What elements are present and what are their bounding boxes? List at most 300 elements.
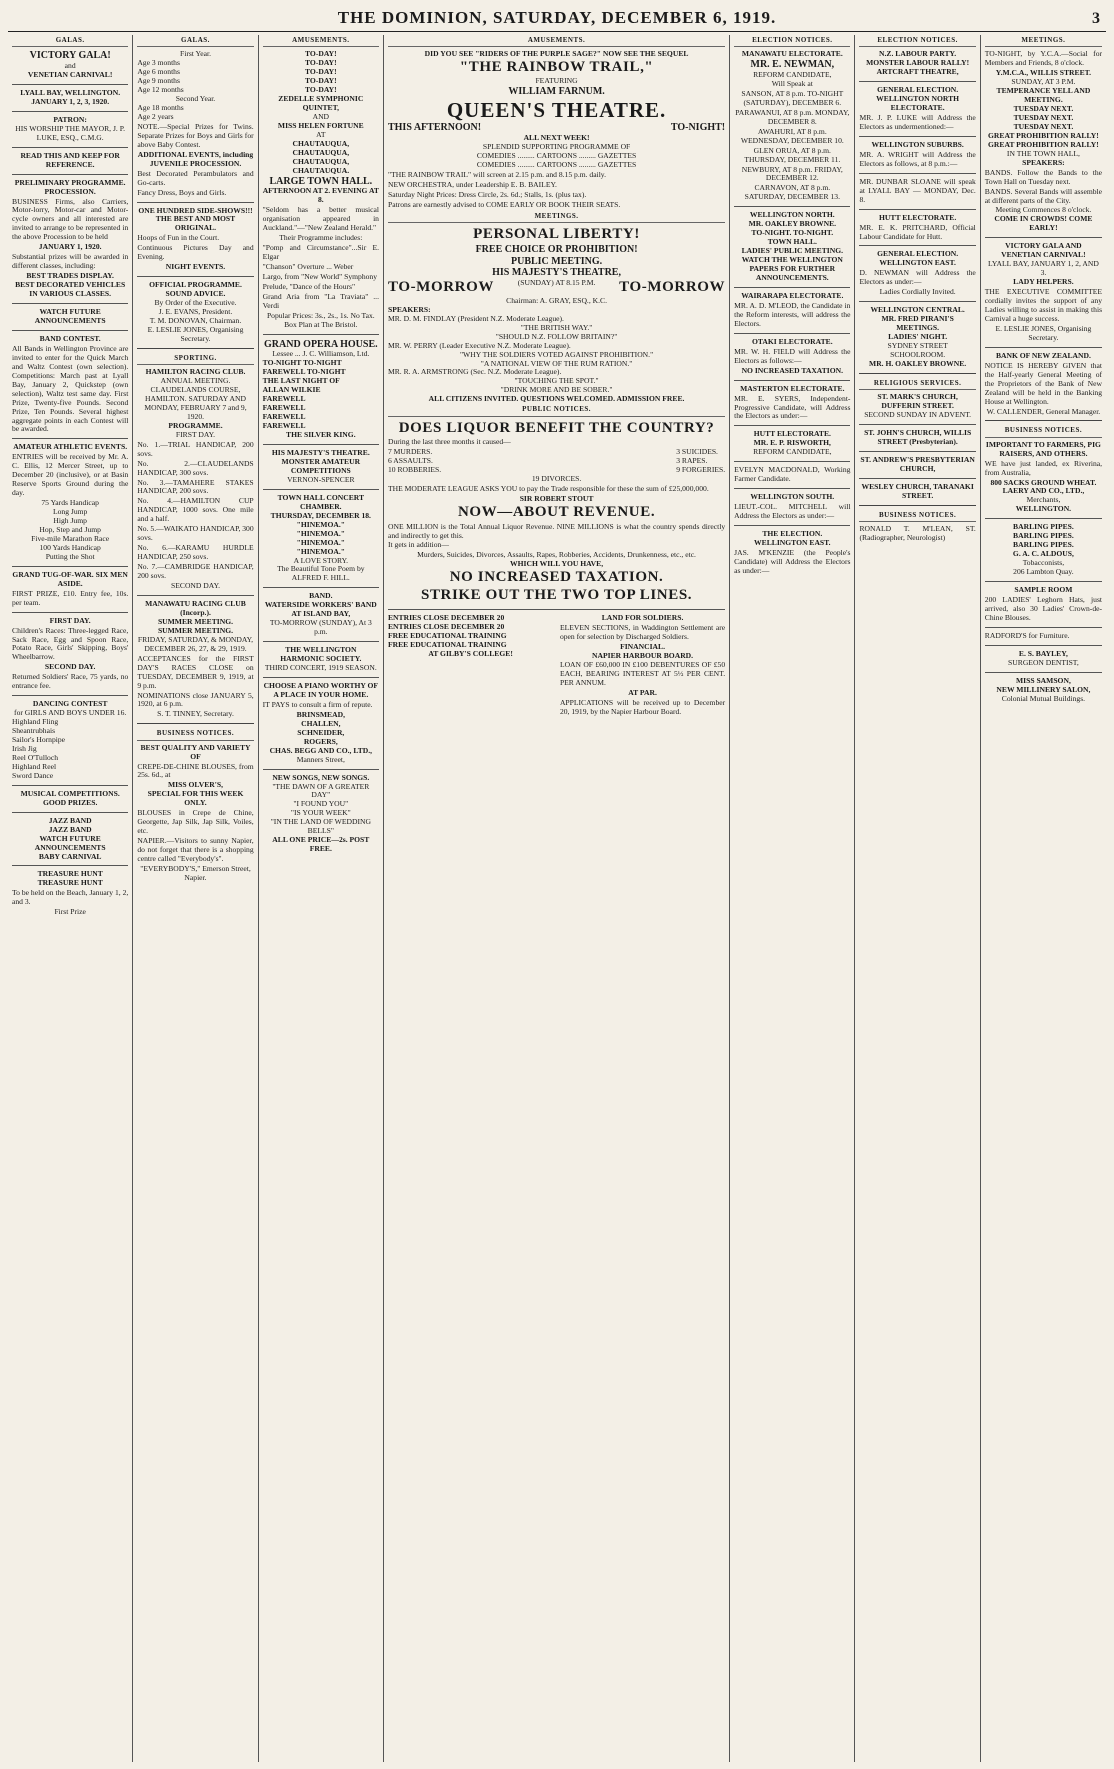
land-soldiers: LAND FOR SOLDIERS.	[601, 612, 684, 622]
section-header: BUSINESS NOTICES.	[137, 728, 253, 740]
will-speak: Will Speak at	[771, 78, 813, 88]
executive: THE EXECUTIVE COMMITTEE cordially invites the support of any Ladies willing to assist in making this Carnival a huge success.	[984, 287, 1103, 323]
did-you-see: DID YOU SEE "RIDERS OF THE PURPLE SAGE?" NOW SEE THE SEQUEL	[424, 49, 689, 59]
speakers: SPEAKERS:	[387, 304, 431, 314]
at: AT	[316, 129, 326, 139]
read-this: READ THIS AND KEEP FOR REFERENCE.	[20, 150, 120, 169]
large-hall: LARGE TOWN HALL.	[269, 175, 373, 187]
watch-announcements: WATCH FUTURE ANNOUNCEMENTS	[34, 307, 106, 325]
column-header: ELECTION NOTICES.	[859, 35, 975, 47]
harmonic-society: THE WELLINGTON HARMONIC SOCIETY.	[280, 645, 362, 664]
tonight-social: TO-NIGHT, by Y.C.A.—Social for Members and Friends, 8 o'clock.	[984, 49, 1103, 68]
lambton: 206 Lambton Quay.	[1013, 567, 1074, 577]
special: SPECIAL FOR THIS WEEK ONLY.	[147, 789, 244, 808]
procession-heading: PROCESSION.	[44, 186, 96, 196]
wn-suburbs: WELLINGTON SUBURBS.	[871, 139, 964, 149]
tobacconists: Tobacconists,	[1022, 558, 1065, 568]
event-item: 100 Yards Handicap	[39, 542, 101, 552]
prize-line: First Year.	[179, 49, 211, 59]
patron: HIS WORSHIP THE MAYOR, J. P. LUKE, ESQ., C.M.G.	[15, 123, 126, 142]
lower-split	[388, 614, 725, 718]
farewell-line: ALLAN WILKIE	[262, 385, 321, 395]
tomorrow-right: TO-MORROW	[619, 279, 726, 296]
amateur-events: AMATEUR ATHLETIC EVENTS.	[13, 442, 128, 452]
great-rally: GREAT PROHIBITION RALLY!	[987, 139, 1099, 149]
at-par: AT PAR.	[628, 688, 657, 698]
and: AND	[312, 111, 330, 121]
crimes: Murders, Suicides, Divorces, Assaults, Rapes, Robberies, Accidents, Drunkenness, etc., etc.	[417, 550, 696, 560]
column-header: ELECTION NOTICES.	[734, 35, 850, 47]
dances-list	[12, 718, 128, 781]
event-item: Five-mile Marathon Race	[31, 533, 110, 543]
no-increased: NO INCREASED TAXATION.	[741, 365, 844, 375]
town-hall-concert: TOWN HALL CONCERT CHAMBER.	[277, 492, 365, 511]
now-revenue: NOW—ABOUT REVENUE.	[457, 503, 656, 520]
song: "IS YOUR WEEK"	[290, 808, 351, 818]
programme-item: Prelude, "Dance of the Hours"	[262, 281, 356, 291]
everybodys: "EVERYBODY'S," Emerson Street, Napier.	[140, 864, 251, 882]
public-meeting: PUBLIC MEETING.	[511, 255, 603, 267]
column-election-2	[855, 35, 980, 1762]
great-rally: GREAT PROHIBITION RALLY!	[987, 130, 1099, 140]
farewell-line: FAREWELL	[262, 421, 306, 431]
comedies: COMEDIES ......... CARTOONS ......... GAZETTES	[476, 160, 637, 170]
section-header: BUSINESS NOTICES.	[859, 510, 975, 522]
gala-and: and	[64, 61, 76, 71]
song: "I FOUND YOU"	[293, 799, 349, 809]
prize-line: Age 18 months	[137, 102, 184, 112]
surgeon-dentist: SURGEON DENTIST,	[1008, 657, 1079, 667]
bayley: E. S. BAYLEY,	[1018, 648, 1068, 658]
stat: 6 ASSAULTS.	[387, 456, 433, 466]
mclean: RONALD T. M'LEAN, ST. (Radiographer, Neurologist)	[859, 523, 976, 542]
laery: LAERY AND CO., LTD.,	[1002, 486, 1085, 496]
manawatu-racing: MANAWATU RACING CLUB (Incorp.).	[145, 598, 246, 617]
stat: 19 DIVORCES.	[531, 474, 582, 484]
aldous: G. A. C. ALDOUS,	[1012, 549, 1074, 559]
meeting-list	[734, 90, 850, 202]
meeting-item: PARAWANUI, AT 8 p.m. MONDAY, DECEMBER 8.	[735, 107, 850, 126]
dance-item: Sword Dance	[12, 770, 54, 780]
it-pays: IT PAYS to consult a firm of repute.	[262, 699, 373, 709]
event-item: Long Jump	[52, 507, 88, 517]
comedies: COMEDIES ......... CARTOONS ......... GAZETTES	[476, 151, 637, 161]
programme-item: Largo, from "New World" Symphony	[262, 271, 378, 281]
dancing-sub: for GIRLS AND BOYS UNDER 16.	[14, 708, 127, 718]
speaker-line: "SHOULD N.Z. FOLLOW BRITAIN?"	[495, 331, 618, 341]
column-header: GALAS.	[12, 35, 128, 47]
race-list	[137, 441, 253, 581]
brand: BRINSMEAD,	[296, 709, 345, 719]
first-day: FIRST DAY.	[49, 615, 91, 625]
section-header: BUSINESS NOTICES.	[985, 425, 1102, 437]
afternoon-evening: AFTERNOON AT 2. EVENING AT 8.	[262, 186, 379, 205]
lady-helpers: LADY HELPERS.	[1013, 277, 1074, 287]
lessee: Lessee ... J. C. Williamson, Ltd.	[272, 349, 370, 359]
does-liquor: DOES LIQUOR BENEFIT THE COUNTRY?	[398, 419, 715, 436]
landed: WE have just landed, ex Riverina, from Australia,	[984, 458, 1103, 477]
stats-left	[388, 448, 441, 475]
farewell-line: FAREWELL	[262, 412, 306, 422]
chautauqua-line: CHAUTAUQUA.	[292, 165, 350, 175]
land-ad	[560, 614, 725, 718]
programme: PROGRAMME.	[168, 420, 223, 430]
race-item: No. 3.—TAMAHERE STAKES HANDICAP, 200 sovs.	[137, 477, 254, 496]
masterton: MASTERTON ELECTORATE.	[740, 383, 845, 393]
chautauqua-line: CHAUTAUQUA,	[292, 138, 350, 148]
zedelle: ZEDELLE SYMPHONIC QUINTET,	[278, 94, 364, 112]
orchestra: NEW ORCHESTRA, under Leadership E. B. BAILEY.	[387, 179, 557, 189]
column-header: AMUSEMENTS.	[263, 35, 379, 47]
newman: MR. E. NEWMAN,	[750, 59, 835, 71]
mcleod: MR. A. D. M'LEOD, the Candidate in the Reform interests, will address the Electors.	[734, 300, 851, 328]
best-decorated: BEST DECORATED VEHICLES IN VARIOUS CLASSES.	[15, 280, 126, 299]
farewell-line: TO-NIGHT TO-NIGHT	[262, 358, 342, 368]
today-line: TO-DAY!	[304, 58, 337, 68]
seldom: "Seldom has a better musical organisation appeared in Auckland."—"New Zealand Herald."	[262, 205, 379, 233]
dance-item: Sailor's Hornpipe	[12, 735, 66, 745]
all-next-week: ALL NEXT WEEK!	[523, 133, 590, 143]
band: BAND.	[309, 591, 333, 601]
eleven-sections: ELEVEN SECTIONS, in Waddington Settlement are open for selection by Discharged Soldiers.	[559, 622, 726, 641]
continuous-pictures: Continuous Pictures Day and Evening.	[137, 243, 254, 262]
field: MR. W. H. FIELD will Address the Electors as follows:—	[734, 346, 851, 365]
gilbys-ad	[388, 614, 553, 718]
tuesday-line: TUESDAY NEXT.	[1013, 103, 1074, 113]
event-item: Hop, Step and Jump	[39, 524, 101, 534]
tonight: TO-NIGHT. TO-NIGHT.	[751, 228, 834, 238]
farewell-line: FAREWELL	[262, 394, 306, 404]
hinemoa-line: "HINEMOA."	[296, 519, 345, 529]
watch-announcements-2: WATCH FUTURE ANNOUNCEMENTS	[34, 833, 106, 852]
hinemoa-lines	[263, 521, 379, 557]
choose-piano: CHOOSE A PIANO WORTHY OF A PLACE IN YOUR HOME.	[263, 680, 379, 699]
today-line: TO-DAY!	[304, 67, 337, 77]
colonial: Colonial Mutual Buildings.	[1001, 693, 1086, 703]
race-item: No. 6.—KARAMU HURDLE HANDICAP, 250 sovs.	[137, 543, 254, 562]
leghorn-hats: 200 LADIES' Leghorn Hats, just arrived, also 30 Ladies' Crown-de-Chine Blouses.	[984, 595, 1103, 622]
prize-line: Age 9 months	[137, 76, 180, 86]
st-andrews: ST. ANDREW'S PRESBYTERIAN CHURCH,	[860, 454, 975, 473]
entries-line: ENTRIES CLOSE DECEMBER 20	[387, 612, 505, 622]
stat: 10 ROBBERIES.	[387, 465, 442, 475]
ladies-night: LADIES' NIGHT.	[888, 332, 948, 342]
crepe-blouses: CREPE-DE-CHINE BLOUSES, from 25s. 6d., at	[137, 761, 254, 780]
hoops: Hoops of Fun in the Court.	[137, 233, 220, 243]
side-shows: ONE HUNDRED SIDE-SHOWS!!!	[138, 205, 253, 215]
patron-heading: PATRON:	[53, 114, 87, 124]
prices: Saturday Night Prices: Dress Circle, 2s. 6d.; Stalls, 1s. (plus tax).	[387, 189, 587, 199]
twins-note: NOTE.—Special Prizes for Twins. Separate Prizes for Boys and Girls for above Baby Contest.	[137, 121, 254, 149]
song: "IN THE LAND OF WEDDING BELLS"	[270, 817, 371, 836]
speaker-list	[388, 315, 725, 396]
speaker-line: MR. R. A. ARMSTRONG (Sec. N.Z. Moderate League).	[387, 367, 562, 377]
entries-line: FREE EDUCATIONAL TRAINING	[387, 630, 507, 640]
annual-meeting: ANNUAL MEETING.	[160, 376, 231, 386]
column-header: AMUSEMENTS.	[388, 35, 725, 47]
barling-lines	[985, 523, 1102, 550]
last-three: During the last three months it caused—	[387, 437, 511, 447]
merchants: Merchants,	[1026, 495, 1061, 505]
event-item: 75 Yards Handicap	[41, 498, 99, 508]
napier-harbour: NAPIER HARBOUR BOARD.	[592, 650, 694, 660]
labour-party: N.Z. LABOUR PARTY.	[879, 49, 957, 59]
treasure-hunt: TREASURE HUNT	[37, 869, 103, 879]
official-programme: OFFICIAL PROGRAMME.	[149, 280, 242, 290]
bands-text: All Bands in Wellington Province are invited to enter for the Quick March and Waltz Contest (own selection). Competitions: March past at Lyall Bay, January 2, Quickstep (own selection), Waltz test same day. First Prize, Twenty-five Pounds. Second Prize, Ten Pounds. Several highest aggregate points in each Contest will be awarded.	[12, 343, 129, 434]
section-header: SPORTING.	[137, 353, 253, 365]
love-story: A LOVE STORY.	[293, 555, 348, 565]
chas-begg: CHAS. BEGG AND CO., LTD.,	[269, 745, 373, 755]
column-amusements-1	[259, 35, 384, 1762]
wheat: 800 SACKS GROUND WHEAT.	[990, 477, 1097, 487]
pritchard: MR. E. K. PRITCHARD, Official Labour Candidate for Hutt.	[859, 222, 976, 241]
st-johns: ST. JOHN'S CHURCH, WILLIS STREET (Presbyterian).	[864, 428, 972, 446]
programme-includes: Their Programme includes:	[279, 233, 363, 243]
waterside: WATERSIDE WORKERS' BAND AT ISLAND BAY,	[264, 600, 377, 619]
page-number: 3	[1092, 10, 1100, 27]
dance-item: Highland Reel	[12, 761, 57, 771]
column-galas-1	[8, 35, 133, 1762]
procession-text: BUSINESS Firms, also Carriers, Motor-lorry, Motor-car and Motor-cycle owners and all interested are invited to arrange to be represented in the above Procession to be held	[12, 196, 129, 242]
programme-item: "Pomp and Circumstance"...Sir E. Elgar	[262, 243, 379, 262]
gala-subtitle: VENETIAN CARNIVAL!	[27, 70, 113, 79]
entries-line: ENTRIES CLOSE DECEMBER 20	[387, 621, 505, 631]
event-item: Putting the Shot	[45, 551, 95, 561]
signatory: J. E. EVANS, President.	[158, 307, 233, 317]
syers: MR. E. SYERS, Independent-Progressive Candidate, will Address the Electors as under:—	[734, 393, 851, 421]
no-increased-taxation: NO INCREASED TAXATION.	[449, 569, 664, 586]
brand: ROGERS,	[303, 736, 338, 746]
tomorrow-left: TO-MORROW	[387, 279, 494, 296]
masthead	[8, 6, 1106, 32]
gilbys: AT GILBY'S COLLEGE!	[428, 648, 513, 658]
wn-north: WELLINGTON NORTH.	[749, 210, 835, 220]
cantata: The Beautiful Tone Poem by ALFRED F. HILL.	[277, 564, 365, 583]
race-item: No. 2.—CLAUDELANDS HANDICAP, 300 sovs.	[137, 458, 254, 477]
bands-2: BANDS. Several Bands will assemble at different parts of the City.	[984, 186, 1103, 205]
meeting-item: CARNAVON, AT 8 p.m. SATURDAY, DECEMBER 13.	[744, 183, 840, 202]
column-header: MEETINGS.	[985, 35, 1102, 47]
programme-items	[263, 244, 379, 311]
songs	[263, 783, 379, 837]
financial: FINANCIAL.	[620, 641, 665, 651]
prize-line: Age 2 years	[137, 111, 174, 121]
best-quality: BEST QUALITY AND VARIETY OF	[140, 742, 251, 761]
stats-right	[676, 448, 725, 475]
musical-competitions: MUSICAL COMPETITIONS.	[20, 788, 120, 798]
strike-out: STRIKE OUT THE TWO TOP LINES.	[421, 587, 693, 604]
song: "THE DAWN OF A GREATER DAY"	[272, 781, 370, 800]
summer-meeting: SUMMER MEETING.	[157, 616, 234, 626]
meeting-item: NEWBURY, AT 8 p.m. FRIDAY, DECEMBER 12.	[741, 164, 843, 183]
risworth: MR. E. P. RISWORTH,	[753, 438, 831, 448]
watch-papers: WATCH THE WELLINGTON PAPERS FOR FURTHER ANNOUNCEMENTS.	[741, 255, 843, 283]
thursday: THURSDAY, DECEMBER 18.	[270, 510, 371, 520]
race-dates: FRIDAY, SATURDAY, & MONDAY, DECEMBER 26, 27, & 29, 1919.	[137, 634, 254, 653]
tuesday-line: TUESDAY NEXT.	[1013, 121, 1074, 131]
first-prize: First Prize	[54, 907, 86, 917]
barling-line: BARLING PIPES.	[1013, 540, 1074, 550]
personal-liberty: PERSONAL LIBERTY!	[473, 226, 640, 243]
lyall-bay: LYALL BAY, JANUARY 1, 2, AND 3.	[987, 259, 1099, 278]
farewell-lines	[263, 359, 379, 431]
speaker-line: "TOUCHING THE SPOT."	[514, 376, 599, 386]
hamilton-racing: HAMILTON RACING CLUB.	[145, 367, 246, 377]
tug-of-war: GRAND TUG-OF-WAR. SIX MEN ASIDE.	[12, 569, 128, 588]
second-day: SECOND DAY.	[44, 662, 96, 672]
best-trades: BEST TRADES DISPLAY.	[26, 271, 114, 281]
section-header: MEETINGS.	[388, 211, 725, 223]
column-header: GALAS.	[137, 35, 253, 47]
acceptances: ACCEPTANCES for the FIRST DAY'S RACES CLOSE on TUESDAY, DECEMBER 9, 1919, at 9 p.m.	[137, 653, 254, 690]
free-choice: FREE CHOICE OR PROHIBITION!	[475, 243, 638, 255]
bands: BANDS. Follow the Bands to the Town Hall on Tuesday next.	[984, 167, 1103, 186]
claudelands: CLAUDELANDS COURSE, HAMILTON. SATURDAY AND MONDAY, FEBRUARY 7 and 9, 1920.	[144, 385, 247, 421]
today-line: TO-DAY!	[304, 76, 337, 86]
otaki: OTAKI ELECTORATE.	[752, 336, 833, 346]
wn-north: WELLINGTON NORTH ELECTORATE.	[876, 94, 960, 113]
wn-south: WELLINGTON SOUTH.	[750, 492, 835, 502]
by-order: By Order of the Executive.	[154, 298, 237, 308]
prize-line: Second Year.	[175, 94, 216, 104]
sunday: SUNDAY, AT 3 P.M.	[1011, 77, 1076, 87]
baby-carnival: BABY CARNIVAL	[38, 851, 102, 861]
baby-prize-list	[137, 50, 253, 122]
ladies-invited: Ladies Cordially Invited.	[879, 287, 956, 297]
sydney-street: SYDNEY STREET SCHOOLROOM.	[887, 341, 948, 359]
race-item: No. 1.—TRIAL HANDICAP, 200 sovs.	[137, 439, 254, 458]
speakers: SPEAKERS:	[1022, 157, 1065, 167]
farewell-line: FAREWELL TO-NIGHT	[262, 367, 346, 377]
sunday: (SUNDAY) AT 8.15 P.M.	[517, 278, 596, 288]
luke: MR. J. P. LUKE will Address the Electors as undermentioned:—	[859, 112, 976, 131]
vernon-spencer: VERNON-SPENCER	[287, 474, 355, 484]
wn-central: WELLINGTON CENTRAL.	[870, 305, 965, 315]
prizes-text: Substantial prizes will be awarded in different classes, including:	[12, 252, 129, 271]
chautauqua-line: CHAUTAUQUA,	[292, 156, 350, 166]
speaker-line: MR. D. M. FINDLAY (President N.Z. Moderate League).	[387, 313, 564, 323]
hinemoa-line: "HINEMOA."	[296, 528, 345, 538]
meeting-item: SANSON, AT 8 p.m. TO-NIGHT (SATURDAY), DECEMBER 6.	[741, 88, 844, 107]
loan: LOAN OF £60,000 IN £100 DEBENTURES OF £50 EACH, BEARING INTEREST AT 5½ PER CENT. PER ANNUM.	[559, 660, 726, 688]
evelyn: EVELYN MACDONALD, Working Farmer Candidate.	[734, 465, 851, 484]
speaker-line: "A NATIONAL VIEW OF THE RUM RATION."	[480, 358, 633, 368]
hinemoa-line: "HINEMOA."	[296, 537, 345, 547]
first-day: FIRST DAY.	[175, 429, 216, 439]
chautauqua-lines	[263, 140, 379, 176]
chairman: Chairman: A. GRAY, ESQ., K.C.	[506, 295, 607, 305]
the-election: THE ELECTION.	[762, 529, 823, 539]
tuesday-lines	[985, 105, 1102, 132]
entries-close: ENTRIES will be received by Mr. A. C. Ellis, 12 Mercer Street, up to December 20 (inclusive), or at Basin Reserve Sports Ground during the day.	[12, 452, 129, 498]
today-lines	[263, 50, 379, 95]
temperance: TEMPERANCE YELL AND MEETING.	[996, 86, 1091, 105]
summer-meeting: SUMMER MEETING.	[157, 625, 234, 635]
gala-title: VICTORY GALA!	[29, 50, 111, 62]
meeting-commences: Meeting Commences 8 o'clock.	[995, 205, 1092, 215]
event-item: High Jump	[53, 516, 87, 526]
dance-item: Irish Jig	[12, 744, 37, 753]
best-most: THE BEST AND MOST ORIGINAL.	[155, 214, 236, 233]
sound-advice: SOUND ADVICE.	[165, 289, 226, 299]
crime-stats	[388, 448, 725, 475]
manawatu-electorate: MANAWATU ELECTORATE.	[741, 49, 843, 59]
second-day: SECOND DAY.	[171, 581, 220, 591]
wright: MR. A. WRIGHT will Address the Electors as follows, at 8 p.m.:—	[859, 149, 976, 168]
tug-prize: FIRST PRIZE, £10. Entry fee, 10s. per team.	[12, 588, 129, 607]
hutt: HUTT ELECTORATE.	[753, 429, 831, 439]
children-races: Children's Races: Three-legged Race, Sack Race, Egg and Spoon Race, Potato Race, Girls' Skipping, Boys' Wheelbarrow.	[12, 625, 129, 662]
new-songs: NEW SONGS, NEW SONGS.	[272, 772, 370, 782]
featuring: FEATURING	[535, 75, 578, 85]
additional-events: ADDITIONAL EVENTS, including JUVENILE PROCESSION.	[137, 149, 254, 168]
farewell-line: FAREWELL	[262, 403, 306, 413]
sloane: MR. DUNBAR SLOANE will speak at LYALL BAY — MONDAY, Dec. 8.	[859, 176, 976, 204]
column-amusements-2	[384, 35, 730, 1762]
gala-venue: LYALL BAY, WELLINGTON.	[20, 87, 121, 97]
moderate-league: THE MODERATE LEAGUE ASKS YOU to pay the Trade responsible for these the sum of £25,000,000.	[387, 483, 709, 493]
jazz-band: JAZZ BAND	[48, 824, 92, 834]
dance-item: Highland Fling	[12, 717, 59, 727]
programme-item: Grand Aria from "La Traviata" ... Verdi	[262, 291, 379, 310]
chautauqua-line: CHAUTAUQUA,	[292, 147, 350, 157]
brand: SCHNEIDER,	[297, 727, 345, 737]
band-contest: BAND CONTEST.	[39, 333, 101, 343]
newman: D. NEWMAN will Address the Electors as under:—	[859, 268, 976, 287]
signatory: E. LESLIE JONES, Organising Secretary.	[147, 324, 244, 343]
returned-soldiers: Returned Soldiers' Race, 75 yards, no entrance fee.	[12, 672, 129, 691]
jones: E. LESLIE JONES, Organising Secretary.	[995, 323, 1092, 342]
victory-gala: VICTORY GALA AND VENETIAN CARNIVAL!	[1001, 241, 1086, 260]
general-election-2: GENERAL ELECTION.	[877, 249, 959, 259]
columns	[8, 35, 1106, 1762]
manners: Manners Street,	[296, 754, 345, 764]
speaker-line: "WHY THE SOLDIERS VOTED AGAINST PROHIBITION."	[459, 349, 654, 359]
bank-nz: BANK OF NEW ZEALAND.	[995, 350, 1091, 360]
tomorrow: TO-MORROW (SUNDAY), At 3 p.m.	[269, 618, 372, 637]
wairarapa: WAIRARAPA ELECTORATE.	[741, 290, 844, 300]
entries-line: FREE EDUCATIONAL TRAINING	[387, 639, 507, 649]
splendid: SPLENDID SUPPORTING PROGRAMME OF	[482, 142, 631, 152]
tonight: TO-NIGHT!	[670, 122, 726, 134]
programme-item: "Chanson" Overture ... Weber	[262, 262, 354, 272]
callender: W. CALLENDER, General Manager.	[986, 406, 1101, 416]
secretary: S. T. TINNEY, Secretary.	[157, 709, 234, 719]
wn-east: WELLINGTON EAST.	[879, 258, 956, 268]
rainbow-trail: "THE RAINBOW TRAIL,"	[459, 59, 654, 76]
bank-notice: NOTICE IS HEREBY GIVEN that the Half-yearly General Meeting of the Proprietors of the Bank of New Zealand will be held in the Banking House at Wellington.	[984, 360, 1103, 406]
stat: 9 FORGERIES.	[676, 465, 726, 475]
reform-candidate: REFORM CANDIDATE,	[753, 70, 832, 79]
column-galas-2	[133, 35, 258, 1762]
stat: 7 MURDERS.	[387, 447, 433, 457]
it-gets: It gets in addition—	[387, 540, 449, 550]
dance-item: Sheantrubhais	[12, 726, 56, 736]
monster-amateur: MONSTER AMATEUR COMPETITIONS	[281, 456, 361, 475]
miss-samson: MISS SAMSON,	[1015, 675, 1071, 685]
farewell-line: THE LAST NIGHT OF	[262, 376, 340, 386]
advent: SECOND SUNDAY IN ADVENT.	[864, 410, 972, 420]
meeting-item: GLEN ORUA, AT 8 p.m. THURSDAY, DECEMBER 11.	[744, 145, 841, 164]
important-farmers: IMPORTANT TO FARMERS, PIG RAISERS, AND OTHERS.	[985, 439, 1101, 458]
oakley: MR. H. OAKLEY BROWNE.	[869, 358, 967, 368]
which-will: WHICH WILL YOU HAVE,	[510, 559, 604, 569]
race-item: No. 5.—WAIKATO HANDICAP, 300 sovs.	[137, 524, 254, 543]
brands	[263, 711, 379, 747]
ladies-meeting: LADIES' PUBLIC MEETING.	[741, 246, 844, 256]
jazz-band: JAZZ BAND	[48, 815, 92, 825]
